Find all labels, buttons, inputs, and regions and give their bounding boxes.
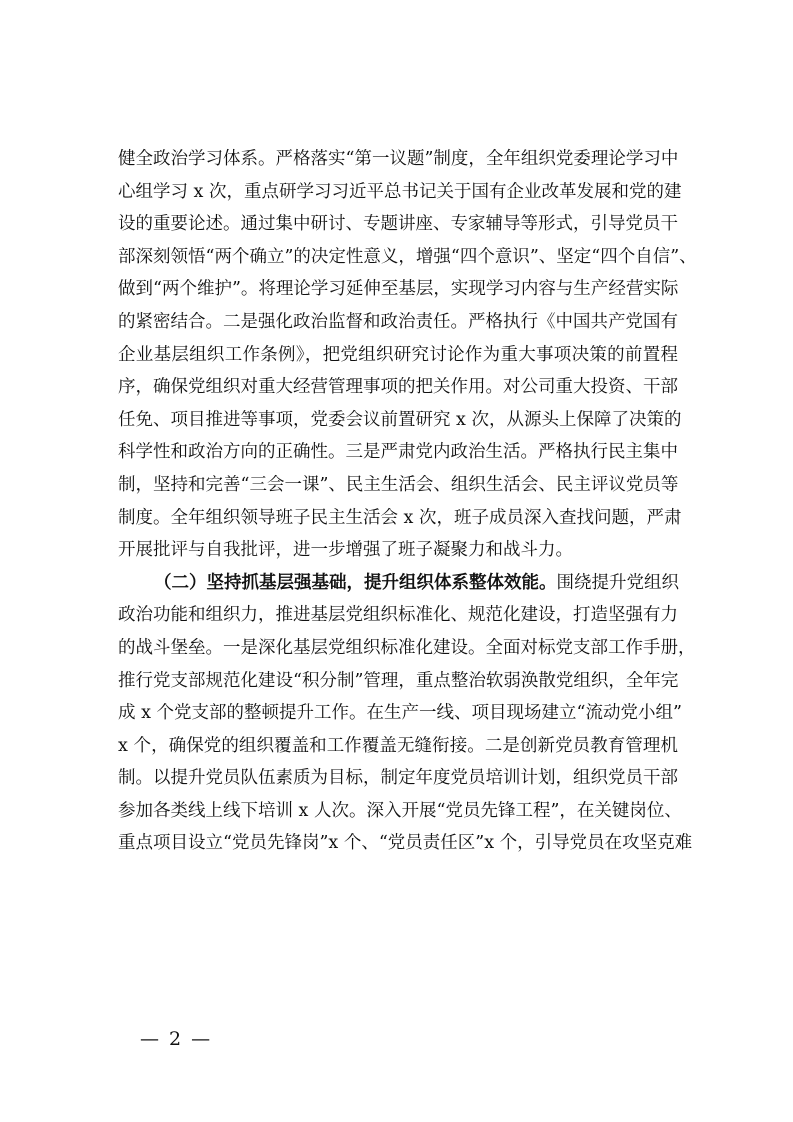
section-heading: （二）坚持抓基层强基础，提升组织体系整体效能。	[154, 572, 557, 593]
text-line: 部深刻领悟“两个确立”的决定性意义，增强“四个意识”、坚定“四个自信”、	[118, 246, 697, 267]
text-line: 制，坚持和完善“三会一课”、民主生活会、组织生活会、民主评议党员等	[118, 474, 679, 495]
text-line: 的紧密结合。二是强化政治监督和政治责任。严格执行《中国共产党国有	[118, 311, 678, 332]
page-number: — 2 —	[140, 1028, 213, 1050]
section-heading-line	[118, 567, 678, 600]
paragraph-2	[118, 567, 696, 860]
text-line: 企业基层组织工作条例》，把党组织研究讨论作为重大事项决策的前置程	[118, 344, 678, 365]
paragraph-1	[118, 143, 697, 567]
body-text	[118, 143, 697, 860]
text-line: 制度。全年组织领导班子民主生活会 x 次，班子成员深入查找问题，严肃	[118, 507, 682, 528]
text-line: 做到“两个维护”。将理论学习延伸至基层，实现学习内容与生产经营实际	[118, 279, 679, 300]
text-fragment: 围绕提升党组织	[556, 572, 679, 593]
text-line: 健全政治学习体系。严格落实“第一议题”制度，全年组织党委理论学习中	[118, 149, 679, 169]
text-line: x 个，确保党的组织覆盖和工作覆盖无缝衔接。二是创新党员教育管理机	[118, 735, 678, 756]
text-line: 序，确保党组织对重大经营管理事项的把关作用。对公司重大投资、干部	[118, 377, 678, 398]
text-line: 开展批评与自我批评，进一步增强了班子凝聚力和战斗力。	[118, 540, 573, 561]
text-line: 参加各类线上线下培训 x 人次。深入开展“党员先锋工程”，在关键岗位、	[118, 800, 682, 821]
text-line: 重点项目设立“党员先锋岗”x 个、“党员责任区”x 个，引导党员在攻坚克难	[118, 833, 693, 854]
text-line: 心组学习 x 次，重点研学习习近平总书记关于国有企业改革发展和党的建	[118, 181, 682, 202]
text-line: 政治功能和组织力，推进基层党组织标准化、规范化建设，打造坚强有力	[118, 605, 678, 626]
text-line: 推行党支部规范化建设“积分制”管理，重点整治软弱涣散党组织，全年完	[118, 670, 679, 691]
text-line: 设的重要论述。通过集中研讨、专题讲座、专家辅导等形式，引导党员干	[118, 214, 678, 235]
text-line: 科学性和政治方向的正确性。三是严肃党内政治生活。严格执行民主集中	[118, 442, 678, 463]
text-line: 制。以提升党员队伍素质为目标，制定年度党员培训计划，组织党员干部	[118, 768, 678, 789]
text-line: 的战斗堡垒。一是深化基层党组织标准化建设。全面对标党支部工作手册，	[118, 637, 696, 658]
text-line: 成 x 个党支部的整顿提升工作。在生产一线、项目现场建立“流动党小组”	[118, 703, 682, 724]
text-line: 任免、项目推进等事项，党委会议前置研究 x 次，从源头上保障了决策的	[118, 409, 682, 430]
